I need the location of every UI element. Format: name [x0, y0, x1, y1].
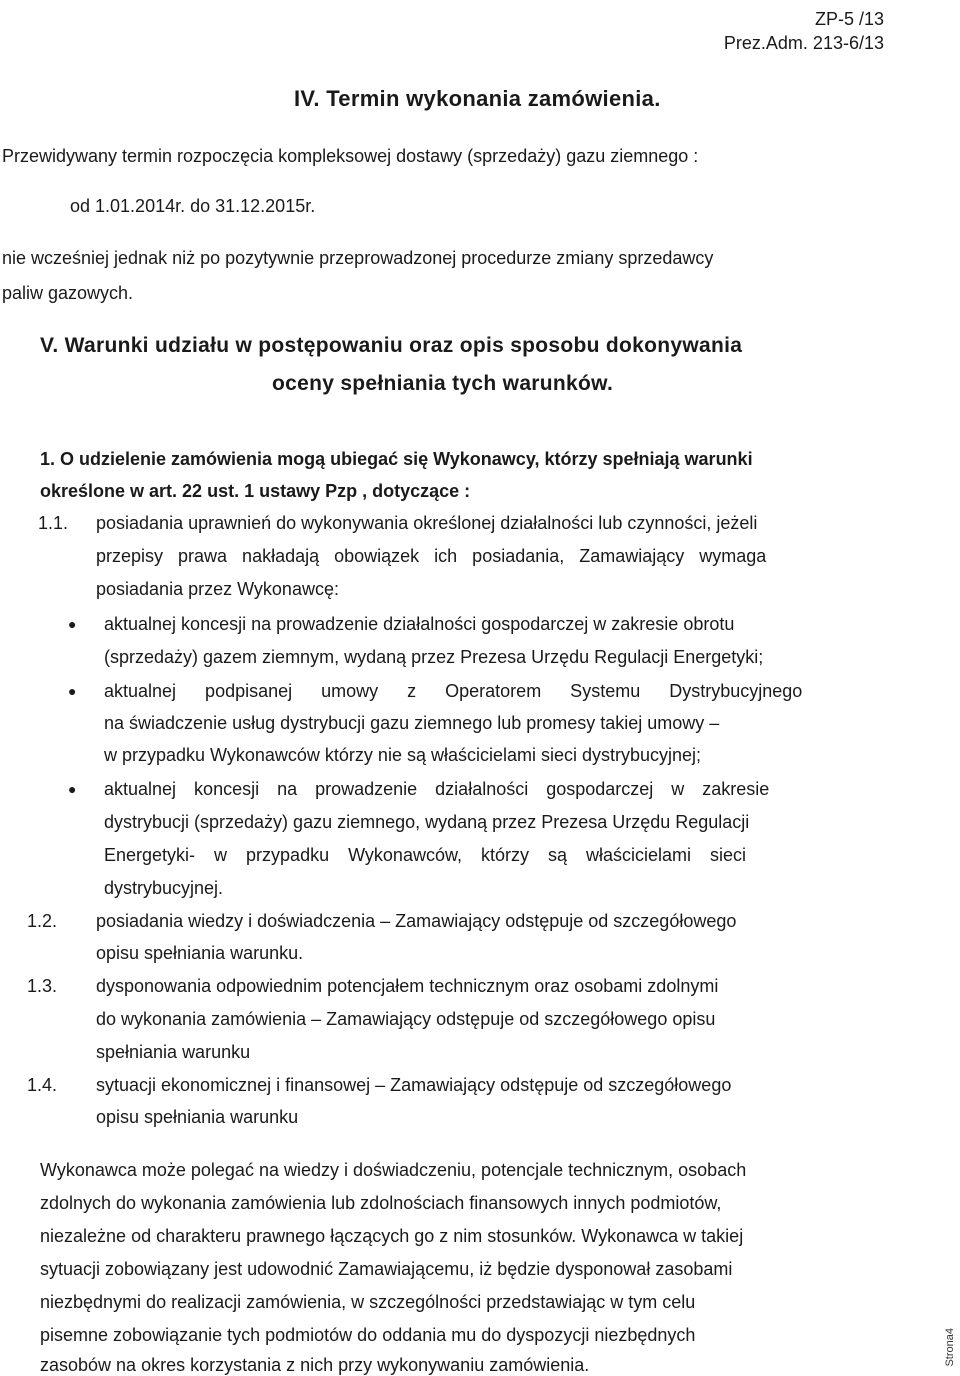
item-number: 1.1.: [38, 513, 69, 533]
item-text: opisu spełniania warunku.: [96, 943, 304, 963]
closing-line: pisemne zobowiązanie tych podmiotów do oddania mu do dyspozycji niezbędnych: [40, 1325, 696, 1345]
reference-number: ZP-5 /13: [814, 9, 884, 29]
section-4-title: IV. Termin wykonania zamówienia.: [294, 86, 661, 111]
item-number: 1.3.: [27, 976, 58, 996]
closing-line: niezbędnymi do realizacji zamówienia, w szczególności przedstawiając w tym celu: [40, 1292, 696, 1312]
bullet-text: aktualnej koncesji na prowadzenie działalności gospodarczej w zakresie: [104, 779, 770, 799]
bullet-text: aktualnej koncesji na prowadzenie działalności gospodarczej w zakresie obrotu: [104, 614, 735, 634]
item-text: posiadania uprawnień do wykonywania określonej działalności lub czynności, jeżeli: [96, 513, 758, 533]
paragraph-line: nie wcześniej jednak niż po pozytywnie przeprowadzonej procedurze zmiany sprzedawcy: [2, 248, 714, 268]
item-number: 1.4.: [27, 1075, 58, 1095]
bullet-text: aktualnej podpisanej umowy z Operatorem Systemu Dystrybucyjnego: [104, 681, 803, 701]
reference-code: Prez.Adm. 213-6/13: [723, 33, 884, 53]
bullet-icon: ●: [68, 683, 77, 699]
bullet-text: na świadczenie usług dystrybucji gazu ziemnego lub promesy takiej umowy –: [104, 713, 720, 733]
section-5-title: V. Warunki udziału w postępowaniu oraz opis sposobu dokonywania: [40, 334, 743, 357]
bullet-text: (sprzedaży) gazem ziemnym, wydaną przez Prezesa Urzędu Regulacji Energetyki;: [104, 647, 764, 667]
closing-line: Wykonawca może polegać na wiedzy i doświadczeniu, potencjale technicznym, osobach: [40, 1160, 747, 1180]
item-text: posiadania wiedzy i doświadczenia – Zamawiający odstępuje od szczegółowego: [96, 911, 737, 931]
paragraph-line: Przewidywany termin rozpoczęcia kompleksowej dostawy (sprzedaży) gazu ziemnego :: [2, 146, 699, 166]
bullet-text: w przypadku Wykonawców którzy nie są właścicielami sieci dystrybucyjnej;: [104, 745, 702, 765]
closing-line: zasobów na okres korzystania z nich przy wykonywaniu zamówienia.: [40, 1355, 590, 1375]
item-text: do wykonania zamówienia – Zamawiający odstępuje od szczegółowego opisu: [96, 1009, 716, 1029]
bullet-text: Energetyki- w przypadku Wykonawców, którzy są właścicielami sieci: [104, 845, 747, 865]
item-text: sytuacji ekonomicznej i finansowej – Zamawiający odstępuje od szczegółowego: [96, 1075, 732, 1095]
closing-line: sytuacji zobowiązany jest udowodnić Zamawiającemu, iż będzie dysponował zasobami: [40, 1259, 733, 1279]
paragraph-line: paliw gazowych.: [2, 283, 134, 303]
page-number-label: Strona4: [944, 1328, 956, 1367]
bullet-text: dystrybucji (sprzedaży) gazu ziemnego, wydaną przez Prezesa Urzędu Regulacji: [104, 812, 750, 832]
item-text: spełniania warunku: [96, 1042, 251, 1062]
item-text: posiadania przez Wykonawcę:: [96, 579, 339, 599]
bullet-icon: ●: [68, 781, 77, 797]
item-text: opisu spełniania warunku: [96, 1107, 299, 1127]
item-text: przepisy prawa nakładają obowiązek ich posiadania, Zamawiający wymaga: [96, 546, 767, 566]
conditions-intro-cont: określone w art. 22 ust. 1 ustawy Pzp , dotyczące :: [40, 481, 471, 501]
closing-line: niezależne od charakteru prawnego łączących go z nim stosunków. Wykonawca w takiej: [40, 1226, 744, 1246]
section-5-title-cont: oceny spełniania tych warunków.: [272, 372, 614, 395]
bullet-icon: ●: [68, 616, 77, 632]
closing-line: zdolnych do wykonania zamówienia lub zdolnościach finansowych innych podmiotów,: [40, 1193, 722, 1213]
item-text: dysponowania odpowiednim potencjałem technicznym oraz osobami zdolnymi: [96, 976, 719, 996]
conditions-intro: 1. O udzielenie zamówienia mogą ubiegać się Wykonawcy, którzy spełniają warunki: [40, 449, 753, 469]
item-number: 1.2.: [27, 911, 58, 931]
paragraph-line: od 1.01.2014r. do 31.12.2015r.: [70, 196, 316, 216]
bullet-text: dystrybucyjnej.: [104, 878, 224, 898]
